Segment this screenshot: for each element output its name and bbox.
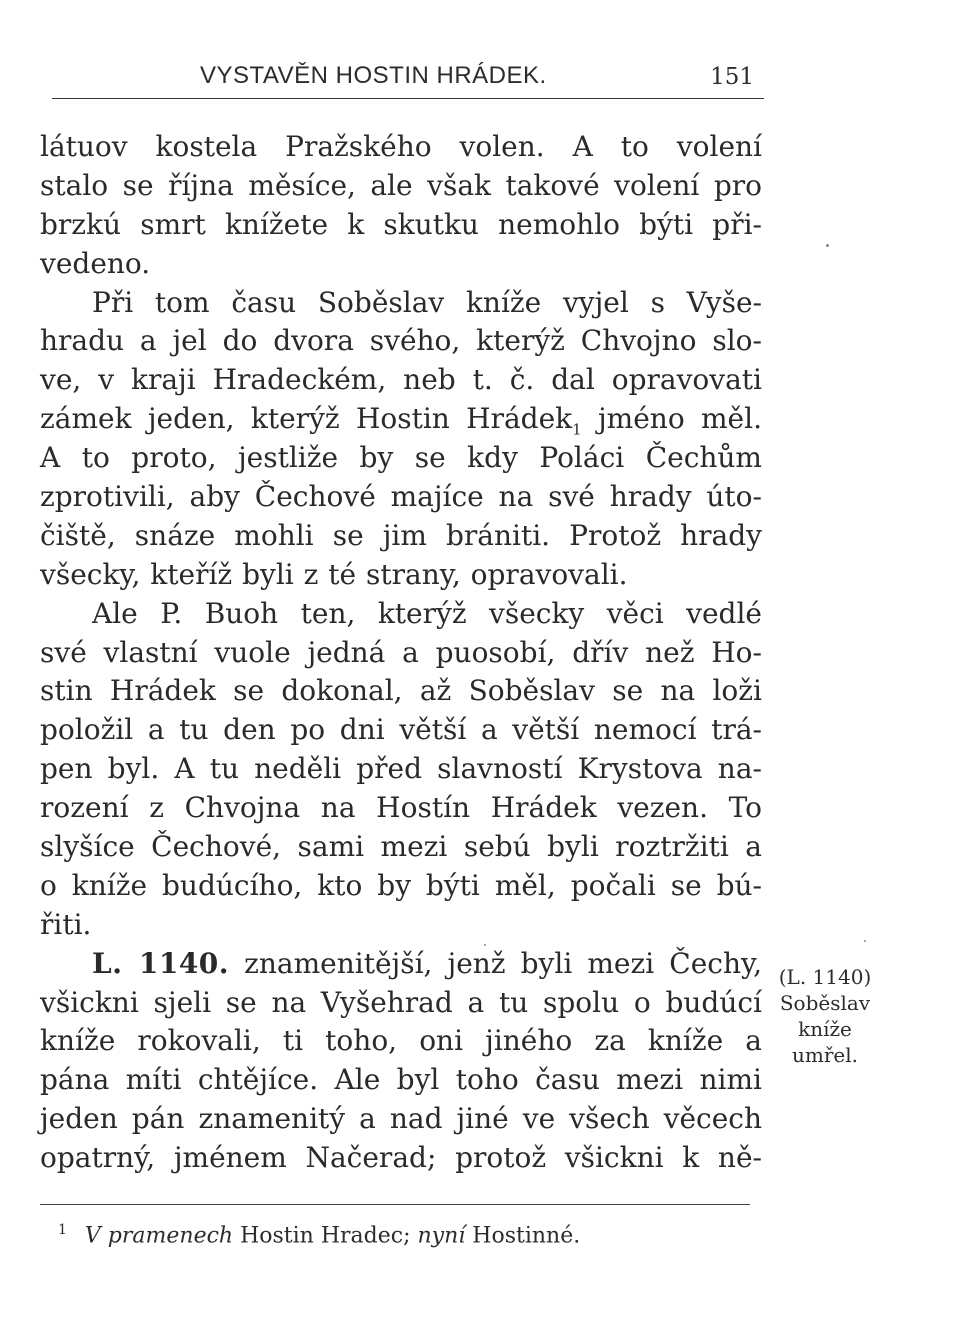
text-line-2: stalo se října měsíce, ale však takové volení pro <box>40 168 762 202</box>
text-line-17: pen byl. A tu neděli před slavností Krystova na- <box>40 752 762 786</box>
text-line-27: opatrný, jménem Načerad; protož všickni k ně- <box>40 1141 762 1175</box>
page-header <box>50 58 760 92</box>
footnote-text-1: Hostin Hradec; <box>233 1223 418 1249</box>
text-line-4: vedeno. <box>40 246 151 280</box>
running-title: VYSTAVĚN HOSTIN HRÁDEK. <box>200 62 547 89</box>
text-line-8 <box>40 400 762 439</box>
header-rule <box>52 98 764 99</box>
text-line-12: všecky, kteříž byli z té strany, opravovali. <box>40 557 628 591</box>
text-line-10: zprotivili, aby Čechové majíce na své hrady úto- <box>40 480 762 514</box>
body-text <box>40 128 762 1178</box>
text-line-6: hradu a jel do dvora svého, kterýž Chvojno slo- <box>40 324 762 358</box>
paper-speck <box>826 244 829 247</box>
text-line-7: ve, v kraji Hradeckém, neb t. č. dal opravovati <box>40 363 762 397</box>
footnote-text-2: Hostinné. <box>465 1223 581 1249</box>
text-line-16: položil a tu den po dni větší a větší nemocí trá- <box>40 713 762 747</box>
text-line-8-main: zámek jeden, kterýž Hostin Hrádek <box>40 402 573 436</box>
margin-note-line-2: Soběslav <box>779 991 871 1015</box>
footnote-rule <box>40 1204 750 1205</box>
text-line-13: Ale P. Buoh ten, kterýž všecky věci vedlé <box>92 596 762 630</box>
text-line-14: své vlastní vuole jedná a puosobí, dřív než Ho- <box>40 635 762 669</box>
text-line-19: slyšíce Čechové, sami mezi sebú byli roztržiti a <box>40 830 762 864</box>
footnote-reference: 1 <box>572 420 582 439</box>
year-label: L. 1140. <box>92 946 230 980</box>
text-line-3: brzkú smrt knížete k skutku nemohlo býti při- <box>40 207 762 241</box>
paper-speck <box>484 944 486 946</box>
text-line-22 <box>40 945 762 984</box>
page-number: 151 <box>710 64 754 90</box>
text-line-24: kníže rokovali, ti toho, oni jiného za kníže a <box>40 1024 762 1058</box>
text-line-25: pána míti chtějíce. Ale byl toho času mezi nimi <box>40 1063 762 1097</box>
text-line-21: řiti. <box>40 907 92 941</box>
margin-note-line-4: umřel. <box>792 1043 858 1067</box>
footnote <box>58 1222 580 1248</box>
footnote-italic-2: nyní <box>417 1223 466 1249</box>
footnote-mark: 1 <box>58 1222 67 1238</box>
text-line-26: jeden pán znamenitý a nad jiné ve všech věcech <box>40 1102 762 1136</box>
text-line-18: rození z Chvojna na Hostín Hrádek vezen. To <box>40 791 762 825</box>
text-line-5: Při tom času Soběslav kníže vyjel s Vyše- <box>92 285 762 319</box>
margin-note-line-3: kníže <box>798 1017 852 1041</box>
text-line-9: A to proto, jestliže by se kdy Poláci Čechům <box>40 441 762 475</box>
text-line-23: všickni sjeli se na Vyšehrad a tu spolu o budúcí <box>40 985 762 1019</box>
text-line-8-tail: jméno měl. <box>581 402 762 436</box>
text-line-15: stin Hrádek se dokonal, až Soběslav se na loži <box>40 674 762 708</box>
text-line-20: o kníže budúcího, kto by býti měl, počali se bú- <box>40 868 762 902</box>
text-line-1: látuov kostela Pražského volen. A to volení <box>40 130 762 163</box>
margin-note-year: (L. 1140) <box>778 965 872 989</box>
text-line-22-rest: znamenitější, jenž byli mezi Čechy, <box>244 946 762 980</box>
footnote-italic-1: V pramenech <box>84 1223 234 1249</box>
text-line-11: čiště, snáze mohli se jim brániti. Protož hrady <box>40 518 762 552</box>
paper-speck <box>864 940 866 942</box>
margin-note <box>760 964 890 1068</box>
